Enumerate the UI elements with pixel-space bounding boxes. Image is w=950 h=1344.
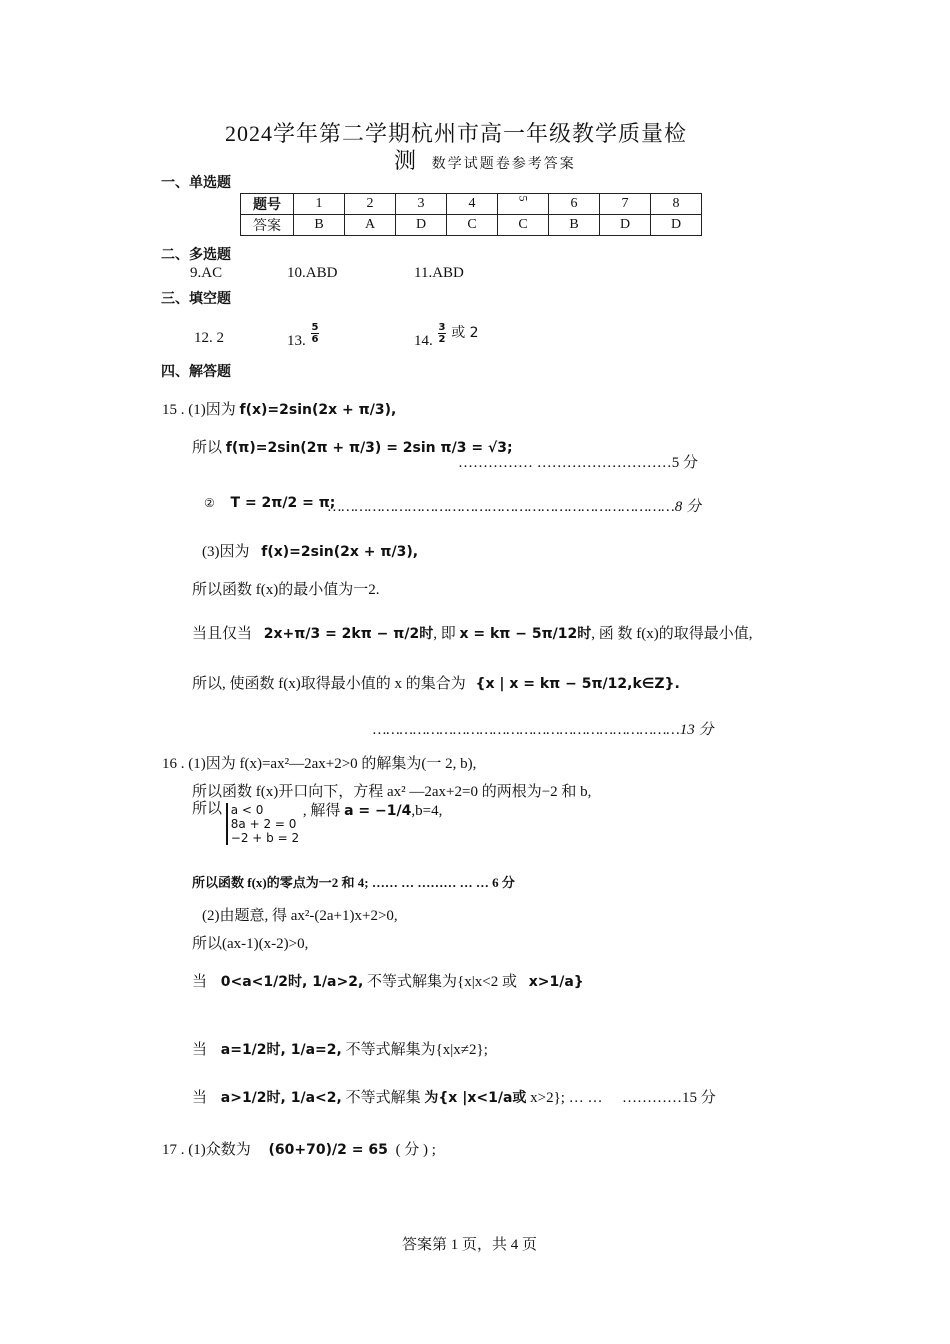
- multi-answer-11: 11.ABD: [414, 265, 464, 281]
- system-eq-2: 8a + 2 = 0: [230, 817, 297, 831]
- table-header-answer: 答案: [241, 215, 294, 236]
- q17-unit: ( 分 ) ;: [395, 1142, 436, 1158]
- fill-14-fraction: [438, 322, 447, 345]
- q16-case-1-cond: 0<a<1/2时, 1/a>2,: [220, 974, 364, 990]
- q16-equation-system: [226, 803, 299, 845]
- denominator: 6: [311, 334, 319, 345]
- q16-line-5: (2)由题意, 得 ax²-(2a+1)x+2>0,: [202, 908, 398, 924]
- fill-answer-12: 12. 2: [194, 330, 224, 346]
- q15-part-3-intro: (3)因为: [202, 544, 250, 560]
- numerator: 3: [438, 322, 446, 334]
- q15-line-3: [204, 495, 335, 512]
- q15-formula-2: f(π)=2sin(2π + π/3) = 2sin π/3 = √3;: [225, 440, 513, 456]
- table-cell-number: 3: [396, 194, 447, 215]
- fill-13-label: 13.: [287, 332, 306, 349]
- system-eq-3: −2 + b = 2: [230, 831, 300, 845]
- section-heading-solutions: 四、解答题: [161, 363, 231, 379]
- subtitle-text: 数学试题卷参考答案: [431, 157, 576, 172]
- table-row-answers: [241, 215, 702, 236]
- q15-score-8: ……………………………………………………………………8 分: [328, 499, 702, 515]
- q16-formula-a: a = −1/4: [344, 803, 412, 820]
- page-footer: 答案第 1 页，共 4 页: [402, 1237, 538, 1253]
- table-cell-number: 7: [600, 194, 651, 215]
- q16-line-7: [192, 970, 584, 991]
- q16-line-3: [192, 803, 442, 845]
- q16-case-2-text: 不等式解集为{x|x≠2};: [345, 1042, 488, 1058]
- q16-solve-label: , 解得: [302, 803, 341, 820]
- title-continuation: 测: [394, 148, 417, 173]
- q17-mode-label: 17 . (1)众数为: [162, 1142, 251, 1158]
- table-cell-number: [498, 194, 549, 215]
- q15-score-13: ……………………………………………………………13 分: [373, 722, 714, 738]
- table-cell-answer: D: [600, 215, 651, 236]
- table-cell-number: 1: [294, 194, 345, 215]
- q16-line-2: 所以函数 f(x)开口向下，方程 ax² —2ax+2=0 的两根为−2 和 b,: [192, 784, 592, 800]
- rotated-number: 5: [516, 195, 531, 202]
- q16-case-1-set: x>1/a}: [528, 974, 584, 990]
- q16-case-3-label: 当: [192, 1090, 208, 1106]
- q15-ie-label: , 即: [433, 626, 456, 642]
- q16-case-1-label: 当: [192, 974, 208, 990]
- document-subtitle: [394, 144, 576, 175]
- q16-line-8: [192, 1038, 488, 1059]
- q16-case-3-tail: x>2}; … …: [526, 1090, 603, 1106]
- q15-formula-7: {x | x = kπ − 5π/12,k∈Z}.: [475, 676, 680, 692]
- q16-case-3-cond: a>1/2时, 1/a<2,: [220, 1090, 342, 1106]
- section-heading-fill-blank: 三、填空题: [161, 290, 231, 306]
- table-cell-answer: A: [345, 215, 396, 236]
- table-cell-answer: B: [549, 215, 600, 236]
- q15-line-1: [162, 398, 396, 419]
- q15-intro: 15 . (1)因为: [162, 402, 236, 418]
- fill-14-label: 14.: [414, 333, 433, 349]
- q15-formula-5: 2x+π/3 = 2kπ − π/2时: [263, 626, 434, 642]
- answer-table: [240, 193, 702, 236]
- q15-line-6: [192, 622, 753, 643]
- table-cell-answer: B: [294, 215, 345, 236]
- q15-iff-label: 当且仅当: [192, 626, 253, 642]
- q16-so-label: 所以: [192, 801, 223, 818]
- q15-line-4: [202, 540, 418, 561]
- q15-set-intro: 所以, 使函数 f(x)取得最小值的 x 的集合为: [192, 676, 466, 692]
- table-cell-number: 8: [651, 194, 702, 215]
- q15-so-label: 所以: [192, 440, 223, 456]
- table-cell-answer: D: [396, 215, 447, 236]
- q16-case-1-text: 不等式解集为{x|x<2 或: [367, 974, 517, 990]
- denominator: 2: [438, 334, 446, 346]
- q16-line-9: [192, 1086, 602, 1107]
- multi-answer-10: 10.ABD: [287, 265, 338, 281]
- section-heading-single-choice: 一、单选题: [161, 174, 231, 190]
- q16-line-6: 所以(ax-1)(x-2)>0,: [192, 936, 309, 952]
- multi-answer-9: 9.AC: [190, 265, 223, 281]
- q15-line-5: 所以函数 f(x)的最小值为一2.: [192, 582, 380, 598]
- fill-answer-13: [287, 322, 320, 349]
- q16-b-value: ,b=4,: [411, 803, 443, 820]
- table-header-number: 题号: [241, 194, 294, 215]
- table-cell-number: 2: [345, 194, 396, 215]
- q16-case-3-text: 不等式解集: [345, 1090, 421, 1106]
- section-heading-multi-choice: 二、多选题: [161, 246, 231, 262]
- q16-case-2-cond: a=1/2时, 1/a=2,: [220, 1042, 342, 1058]
- q17-formula: (60+70)/2 = 65: [268, 1142, 388, 1158]
- q15-formula-1: f(x)=2sin(2x + π/3),: [239, 402, 397, 418]
- q15-formula-4: f(x)=2sin(2x + π/3),: [261, 544, 419, 560]
- numerator: 5: [311, 322, 319, 333]
- document-title: 2024学年第二学期杭州市高一年级教学质量检: [225, 121, 688, 146]
- q15-line-7: [192, 672, 680, 693]
- q16-case-2-label: 当: [192, 1042, 208, 1058]
- table-row-numbers: [241, 194, 702, 215]
- q16-line-1: 16 . (1)因为 f(x)=ax²—2ax+2>0 的解集为(一 2, b),: [162, 756, 477, 772]
- q15-score-5: …………… ………………………5 分: [458, 455, 699, 471]
- q16-score-15: …………15 分: [622, 1090, 716, 1106]
- q17-line-1: [162, 1138, 436, 1159]
- q15-min-text: , 函 数 f(x)的取得最小值,: [591, 626, 753, 642]
- fill-answer-14: [414, 322, 479, 349]
- q15-part-2-label: ②: [204, 496, 215, 510]
- fill-13-fraction: [311, 322, 320, 345]
- table-cell-answer: C: [498, 215, 549, 236]
- q16-line-4: 所以函数 f(x)的零点为一2 和 4; …… … ……… … … 6 分: [192, 875, 515, 890]
- table-cell-number: 6: [549, 194, 600, 215]
- system-eq-1: a < 0: [230, 803, 264, 817]
- table-cell-answer: C: [447, 215, 498, 236]
- table-cell-answer: D: [651, 215, 702, 236]
- table-cell-number: 4: [447, 194, 498, 215]
- q15-formula-6: x = kπ − 5π/12时: [459, 626, 592, 642]
- q16-case-3-set: 为{x |x<1/a或: [424, 1090, 527, 1106]
- q15-formula-3: T = 2π/2 = π;: [230, 495, 336, 511]
- fill-14-tail: 或 2: [451, 325, 479, 341]
